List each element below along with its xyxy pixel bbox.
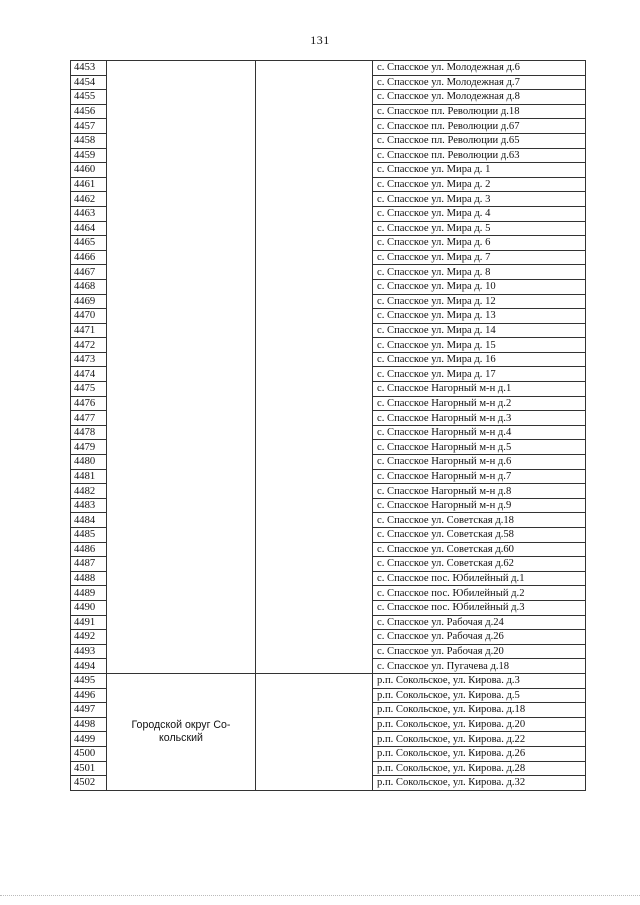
row-number: 4472 — [71, 338, 107, 353]
row-number: 4502 — [71, 776, 107, 791]
address-cell: с. Спасское пл. Революции д.67 — [373, 119, 586, 134]
row-number: 4495 — [71, 673, 107, 688]
address-cell: с. Спасское ул. Советская д.62 — [373, 557, 586, 572]
row-number: 4483 — [71, 498, 107, 513]
row-number: 4476 — [71, 396, 107, 411]
empty-column-cell — [256, 673, 373, 790]
address-cell: с. Спасское ул. Мира д. 5 — [373, 221, 586, 236]
address-cell: с. Спасское ул. Мира д. 15 — [373, 338, 586, 353]
row-number: 4470 — [71, 309, 107, 324]
address-cell: с. Спасское пос. Юбилейный д.2 — [373, 586, 586, 601]
address-cell: с. Спасское ул. Мира д. 12 — [373, 294, 586, 309]
address-cell: р.п. Сокольское, ул. Кирова. д.5 — [373, 688, 586, 703]
registry-body — [71, 61, 586, 791]
address-cell: с. Спасское Нагорный м-н д.4 — [373, 425, 586, 440]
address-cell: с. Спасское Нагорный м-н д.7 — [373, 469, 586, 484]
row-number: 4481 — [71, 469, 107, 484]
row-number: 4458 — [71, 133, 107, 148]
address-cell: с. Спасское Нагорный м-н д.6 — [373, 455, 586, 470]
row-number: 4490 — [71, 600, 107, 615]
row-number: 4500 — [71, 746, 107, 761]
row-number: 4501 — [71, 761, 107, 776]
table-row — [71, 673, 586, 688]
empty-column-cell — [256, 61, 373, 674]
address-cell: с. Спасское ул. Мира д. 10 — [373, 279, 586, 294]
row-number: 4482 — [71, 484, 107, 499]
address-cell: с. Спасское ул. Молодежная д.8 — [373, 90, 586, 105]
address-cell: с. Спасское пос. Юбилейный д.3 — [373, 600, 586, 615]
row-number: 4460 — [71, 163, 107, 178]
row-number: 4469 — [71, 294, 107, 309]
row-number: 4488 — [71, 571, 107, 586]
address-cell: с. Спасское ул. Мира д. 8 — [373, 265, 586, 280]
row-number: 4478 — [71, 425, 107, 440]
row-number: 4497 — [71, 703, 107, 718]
district-cell — [107, 673, 256, 790]
row-number: 4477 — [71, 411, 107, 426]
row-number: 4464 — [71, 221, 107, 236]
row-number: 4494 — [71, 659, 107, 674]
address-cell: с. Спасское пл. Революции д.65 — [373, 133, 586, 148]
page-number: 131 — [310, 33, 330, 47]
row-number: 4465 — [71, 236, 107, 251]
address-cell: р.п. Сокольское, ул. Кирова. д.3 — [373, 673, 586, 688]
address-cell: с. Спасское ул. Советская д.60 — [373, 542, 586, 557]
address-cell: с. Спасское ул. Рабочая д.24 — [373, 615, 586, 630]
address-cell: с. Спасское ул. Мира д. 4 — [373, 206, 586, 221]
address-cell: с. Спасское Нагорный м-н д.3 — [373, 411, 586, 426]
row-number: 4459 — [71, 148, 107, 163]
address-cell: с. Спасское ул. Советская д.18 — [373, 513, 586, 528]
row-number: 4480 — [71, 455, 107, 470]
row-number: 4473 — [71, 352, 107, 367]
address-cell: с. Спасское ул. Мира д. 1 — [373, 163, 586, 178]
address-cell: с. Спасское Нагорный м-н д.1 — [373, 382, 586, 397]
row-number: 4492 — [71, 630, 107, 645]
row-number: 4455 — [71, 90, 107, 105]
district-name-line: кольский — [159, 731, 203, 744]
address-cell: с. Спасское ул. Рабочая д.20 — [373, 644, 586, 659]
address-cell: с. Спасское пл. Революции д.63 — [373, 148, 586, 163]
address-cell: р.п. Сокольское, ул. Кирова. д.26 — [373, 746, 586, 761]
row-number: 4453 — [71, 61, 107, 76]
row-number: 4463 — [71, 206, 107, 221]
row-number: 4466 — [71, 250, 107, 265]
row-number: 4474 — [71, 367, 107, 382]
row-number: 4484 — [71, 513, 107, 528]
address-cell: с. Спасское ул. Мира д. 7 — [373, 250, 586, 265]
row-number: 4489 — [71, 586, 107, 601]
address-cell: с. Спасское ул. Советская д.58 — [373, 528, 586, 543]
row-number: 4479 — [71, 440, 107, 455]
row-number: 4457 — [71, 119, 107, 134]
district-name-line: Городской округ Со- — [131, 718, 231, 731]
address-cell: с. Спасское ул. Мира д. 16 — [373, 352, 586, 367]
address-cell: с. Спасское ул. Мира д. 3 — [373, 192, 586, 207]
row-number: 4468 — [71, 279, 107, 294]
address-cell: с. Спасское Нагорный м-н д.9 — [373, 498, 586, 513]
row-number: 4462 — [71, 192, 107, 207]
row-number: 4467 — [71, 265, 107, 280]
row-number: 4487 — [71, 557, 107, 572]
address-cell: с. Спасское пос. Юбилейный д.1 — [373, 571, 586, 586]
address-cell: с. Спасское Нагорный м-н д.2 — [373, 396, 586, 411]
address-cell: р.п. Сокольское, ул. Кирова. д.32 — [373, 776, 586, 791]
address-cell: с. Спасское ул. Мира д. 17 — [373, 367, 586, 382]
row-number: 4499 — [71, 732, 107, 747]
row-number: 4485 — [71, 528, 107, 543]
address-registry-table — [70, 60, 586, 791]
address-cell: с. Спасское ул. Мира д. 2 — [373, 177, 586, 192]
row-number: 4491 — [71, 615, 107, 630]
address-cell: с. Спасское ул. Рабочая д.26 — [373, 630, 586, 645]
address-cell: с. Спасское ул. Мира д. 13 — [373, 309, 586, 324]
row-number: 4461 — [71, 177, 107, 192]
address-cell: с. Спасское ул. Мира д. 14 — [373, 323, 586, 338]
address-cell: р.п. Сокольское, ул. Кирова. д.28 — [373, 761, 586, 776]
address-cell: с. Спасское ул. Молодежная д.7 — [373, 75, 586, 90]
address-cell: с. Спасское ул. Молодежная д.6 — [373, 61, 586, 76]
row-number: 4493 — [71, 644, 107, 659]
address-cell: с. Спасское Нагорный м-н д.5 — [373, 440, 586, 455]
row-number: 4471 — [71, 323, 107, 338]
row-number: 4498 — [71, 717, 107, 732]
scan-edge-divider — [0, 895, 640, 897]
address-cell: р.п. Сокольское, ул. Кирова. д.22 — [373, 732, 586, 747]
address-cell: с. Спасское Нагорный м-н д.8 — [373, 484, 586, 499]
address-cell: р.п. Сокольское, ул. Кирова. д.18 — [373, 703, 586, 718]
row-number: 4486 — [71, 542, 107, 557]
table-row — [71, 61, 586, 76]
address-cell: с. Спасское ул. Мира д. 6 — [373, 236, 586, 251]
address-cell: р.п. Сокольское, ул. Кирова. д.20 — [373, 717, 586, 732]
row-number: 4454 — [71, 75, 107, 90]
row-number: 4456 — [71, 104, 107, 119]
row-number: 4496 — [71, 688, 107, 703]
address-cell: с. Спасское ул. Пугачева д.18 — [373, 659, 586, 674]
address-cell: с. Спасское пл. Революции д.18 — [373, 104, 586, 119]
district-cell — [107, 61, 256, 674]
row-number: 4475 — [71, 382, 107, 397]
